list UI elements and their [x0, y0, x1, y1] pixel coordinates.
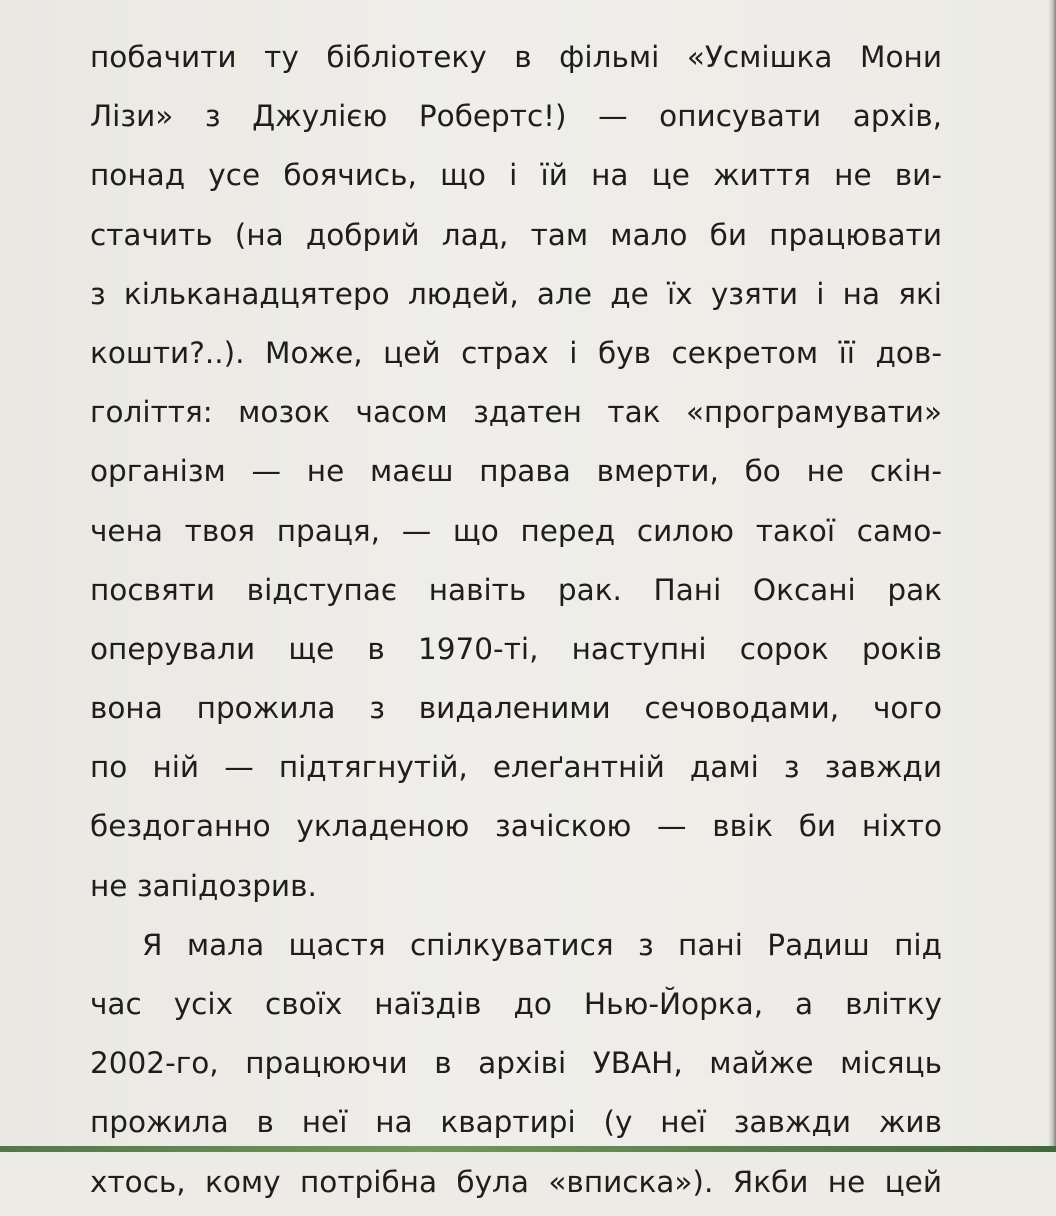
text-line: хтось, кому потрібна була «вписка»). Якби не цей: [90, 1164, 942, 1199]
text-line: по ній — підтягнутій, елеґантній дамі з завжди: [90, 750, 942, 785]
text-line: 2002-го, працюючи в архіві УВАН, майже місяць: [90, 1046, 942, 1081]
text-line: чена твоя праця, — що перед силою такої само-: [90, 513, 942, 548]
paragraph-first-line: Я мала щастя спілкуватися з пані Радиш під: [142, 927, 942, 962]
text-line: організм — не маєш права вмерти, бо не скін-: [90, 454, 942, 489]
paragraph-end-line: не запідозрив.: [90, 868, 317, 903]
cover-edge-strip: [0, 1146, 1056, 1152]
text-line: стачить (на добрий лад, там мало би працювати: [90, 217, 942, 252]
text-line: бездоганно укладеною зачіскою — ввік би ніхто: [90, 809, 942, 844]
text-line: голіття: мозок часом здатен так «програмувати»: [90, 395, 942, 430]
text-line: побачити ту бібліотеку в фільмі «Усмішка Мони: [90, 40, 942, 74]
text-line: з кільканадцятеро людей, але де їх узяти і на які: [90, 276, 942, 311]
text-line: вона прожила з видаленими сечоводами, чого: [90, 691, 942, 726]
body-text: [90, 32, 942, 1216]
text-line: прожила в неї на квартирі (у неї завжди жив: [90, 1105, 942, 1140]
text-line: понад усе боячись, що і їй на це життя не ви-: [90, 158, 942, 193]
page-edge-shadow: [1048, 0, 1056, 1152]
text-line: Лізи» з Джулією Робертс!) — описувати архів,: [90, 99, 942, 134]
text-line: час усіх своїх наїздів до Нью-Йорка, а влітку: [90, 987, 942, 1021]
text-line: кошти?..). Може, цей страх і був секретом її дов-: [90, 335, 942, 370]
text-line: посвяти відступає навіть рак. Пані Оксані рак: [90, 572, 942, 607]
text-line: оперували ще в 1970-ті, наступні сорок років: [90, 631, 942, 666]
